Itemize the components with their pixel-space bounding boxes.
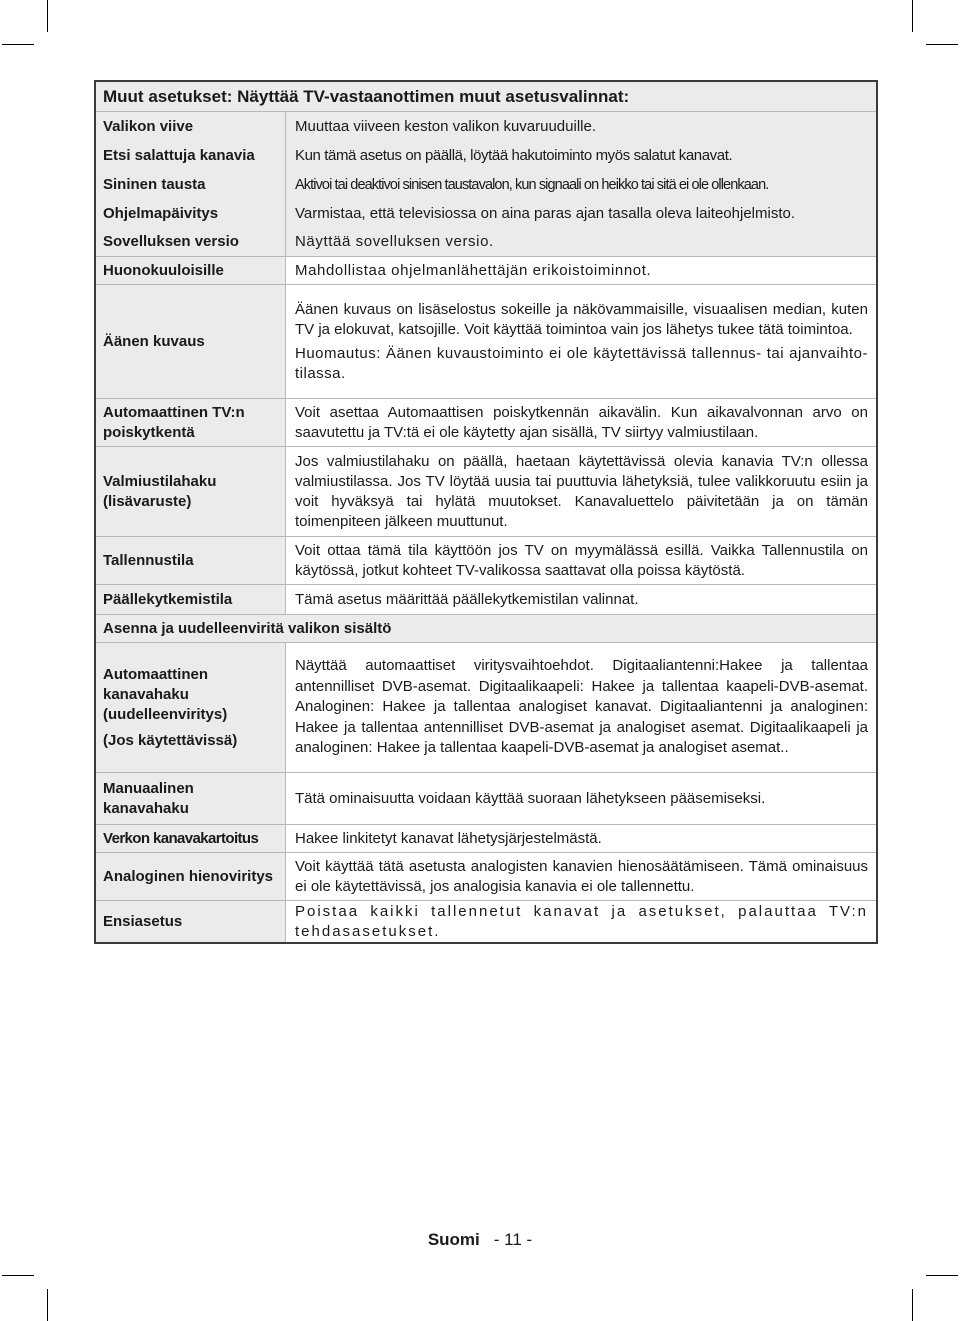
crop-mark: [2, 44, 34, 45]
crop-mark: [926, 44, 958, 45]
description-text: Poistaa kaikki tallennetut kanavat ja asetukset, palauttaa TV:n tehdasasetukset.: [295, 902, 868, 940]
table-row: [96, 900, 876, 942]
page-footer: [0, 1230, 960, 1250]
crop-mark: [912, 0, 913, 32]
setting-description: [286, 257, 876, 284]
description-text: Voit käyttää tätä asetusta analogisten kanavien hienosäätämiseen. Tämä ominaisuus ei ole käytettävissä, jos analogisia kanavia ei ole tallennettu.: [295, 857, 868, 895]
description-text: Kun tämä asetus on päällä, löytää hakutoiminto myös salatut kanavat.: [295, 146, 733, 164]
description-text: Varmistaa, että televisiossa on aina paras ajan tasalla oleva laiteohjelmisto.: [295, 204, 795, 222]
label-line: Automaattinen: [103, 665, 208, 683]
setting-label: Tallennustila: [96, 537, 286, 584]
description-text: Voit asettaa Automaattisen poiskytkennän aikavälin. Kun aikavalvonnan arvo on saavutettu ja TV:tä ei ole käytetty ajan sisällä, TV siirtyy valmiustilaan.: [295, 403, 868, 441]
setting-label: Manuaalinen kanavahaku: [96, 773, 286, 824]
note-text: Huomautus: Äänen kuvaustoiminto ei ole käytettävissä tallennus- tai ajanvaihto-tilassa.: [295, 344, 868, 382]
table-row: [96, 284, 876, 398]
setting-description: [286, 537, 876, 584]
crop-mark: [47, 1289, 48, 1321]
setting-description: [286, 141, 876, 170]
setting-description: [286, 585, 876, 614]
section-title: Asenna ja uudelleenviritä valikon sisältö: [103, 620, 392, 637]
setting-label: Valmiustilahaku (lisävaruste): [96, 447, 286, 536]
setting-label: Sovelluksen versio: [96, 228, 286, 256]
setting-description: [286, 112, 876, 141]
footer-language: Suomi: [427, 1230, 480, 1249]
table-row: [96, 824, 876, 852]
table-row: [96, 141, 876, 170]
setting-description: [286, 853, 876, 900]
description-text: Näyttää automaattiset viritysvaihtoehdot. Digitaaliantenni:Hakee ja tallentaa antennilliset DVB-asemat. Digitaalikaapeli: Hakee ja tallentaa kaapeli-DVB-asemat. Analoginen: Hakee ja tallentaa analogiset kanavat. Digitaaliantenni ja analoginen: Hakee ja tallentaa antennilliset DVB-asemat ja analogiset asemat. Digitaalikaapeli ja analoginen: Hakee ja tallentaa kaapeli-DVB-asemat ja analogiset asemat..: [295, 657, 868, 757]
setting-description: [286, 399, 876, 446]
setting-label: Etsi salattuja kanavia: [96, 141, 286, 170]
setting-label: Verkon kanavakartoitus: [96, 825, 286, 852]
setting-label: Ensiasetus: [96, 901, 286, 942]
table-row: [96, 772, 876, 824]
setting-label: Ohjelmapäivitys: [96, 199, 286, 228]
setting-description: [286, 285, 876, 398]
setting-description: [286, 643, 876, 772]
description-text: Tämä asetus määrittää päällekytkemistilan valinnat.: [295, 590, 639, 608]
section-header-other-settings: [96, 82, 876, 112]
description-text: Hakee linkitetyt kanavat lähetysjärjestelmästä.: [295, 829, 602, 847]
setting-label: Sininen tausta: [96, 170, 286, 199]
section-header-install-retune: [96, 614, 876, 642]
setting-label: Päällekytkemistila: [96, 585, 286, 614]
label-line: (Jos käytettävissä): [103, 731, 238, 749]
table-row: [96, 446, 876, 536]
setting-description: [286, 228, 876, 256]
table-row: [96, 536, 876, 584]
description-text: Näyttää sovelluksen versio.: [295, 233, 494, 250]
description-text: Aktivoi tai deaktivoi sinisen taustavalon, kun signaali on heikko tai sitä ei ole ollenkaan.: [295, 176, 769, 193]
setting-description: [286, 199, 876, 228]
page-number: - 11 -: [493, 1230, 533, 1249]
description-text: Tätä ominaisuutta voidaan käyttää suoraan lähetykseen pääsemiseksi.: [295, 789, 766, 807]
setting-description: [286, 901, 876, 942]
label-line: kanavahaku: [103, 685, 189, 703]
crop-mark: [912, 1289, 913, 1321]
section-title: Muut asetukset: Näyttää TV-vastaanottimen muut asetusvalinnat:: [103, 86, 630, 106]
settings-table: [94, 80, 878, 944]
setting-label: Äänen kuvaus: [96, 285, 286, 398]
table-row: [96, 852, 876, 900]
label-line: (uudelleenviritys): [103, 705, 228, 723]
description-text: Muuttaa viiveen keston valikon kuvaruuduille.: [295, 117, 597, 135]
setting-description: [286, 773, 876, 824]
setting-label: Valikon viive: [96, 112, 286, 141]
setting-description: [286, 447, 876, 536]
description-text: Voit ottaa tämä tila käyttöön jos TV on myymälässä esillä. Vaikka Tallennustila on käytössä, jotkut kohteet TV-valikossa saattavat olla poissa käytöstä.: [295, 541, 868, 579]
table-row: [96, 170, 876, 199]
description-text: Jos valmiustilahaku on päällä, haetaan käytettävissä olevia kanavia TV:n ollessa valmiustilassa. Jos TV löytää uusia tai puuttuvia lähetyksiä, tulee valikkoruutu esiin ja voit hyväksyä tai hylätä muutokset. Kanavaluettelo päivitetään ja on tämän toimenpiteen jälkeen muuttunut.: [295, 452, 868, 530]
setting-description: [286, 825, 876, 852]
description-text: Mahdollistaa ohjelmanlähettäjän erikoistoiminnot.: [295, 261, 652, 279]
crop-mark: [2, 1275, 34, 1276]
table-row: [96, 112, 876, 141]
table-row: [96, 199, 876, 228]
setting-label: Automaattinen TV:n poiskytkentä: [96, 399, 286, 446]
setting-description: [286, 170, 876, 199]
table-row: [96, 642, 876, 772]
table-row: [96, 398, 876, 446]
setting-label: Huonokuuloisille: [96, 257, 286, 284]
setting-label: [96, 643, 286, 772]
crop-mark: [926, 1275, 958, 1276]
table-row: [96, 584, 876, 614]
setting-label: Analoginen hienoviritys: [96, 853, 286, 900]
description-text: Äänen kuvaus on lisäselostus sokeille ja näkövammaisille, visuaalisen median, kuten TV ja elokuvat, katsojille. Voit käyttää toimintoa vain jos lähetys tukee tätä toimintoa.: [295, 300, 868, 338]
table-row: [96, 228, 876, 256]
crop-mark: [47, 0, 48, 32]
table-row: [96, 256, 876, 284]
